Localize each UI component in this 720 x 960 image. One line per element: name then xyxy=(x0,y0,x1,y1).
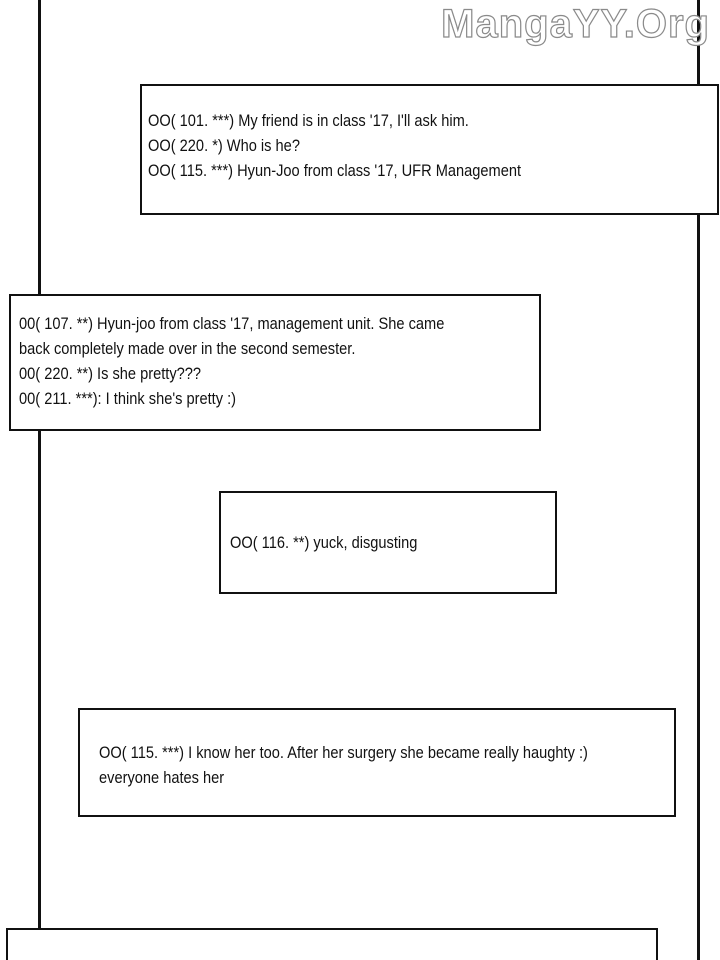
comment-line: 00( 220. **) Is she pretty??? xyxy=(19,364,202,383)
comment-box-2 xyxy=(9,294,541,431)
comment-line: OO( 101. ***) My friend is in class '17, I'll ask him. xyxy=(148,111,469,130)
panel-left-border xyxy=(38,0,41,930)
comment-box-5-partial xyxy=(6,928,658,960)
comment-line: OO( 115. ***) Hyun-Joo from class '17, UFR Management xyxy=(148,161,522,180)
comment-line: OO( 220. *) Who is he? xyxy=(148,136,300,155)
watermark: MangaYY.Org xyxy=(441,2,710,46)
comment-line: everyone hates her xyxy=(99,768,225,787)
comment-box-3 xyxy=(219,491,557,594)
comment-line: OO( 116. **) yuck, disgusting xyxy=(230,533,418,552)
comment-line: 00( 107. **) Hyun-joo from class '17, management unit. She came xyxy=(19,314,445,333)
comment-line: 00( 211. ***): I think she's pretty :) xyxy=(19,389,237,408)
comment-box-4 xyxy=(78,708,676,817)
comment-line: OO( 115. ***) I know her too. After her surgery she became really haughty :) xyxy=(99,743,588,762)
comment-box-1 xyxy=(140,84,719,215)
comment-line: back completely made over in the second semester. xyxy=(19,339,356,358)
